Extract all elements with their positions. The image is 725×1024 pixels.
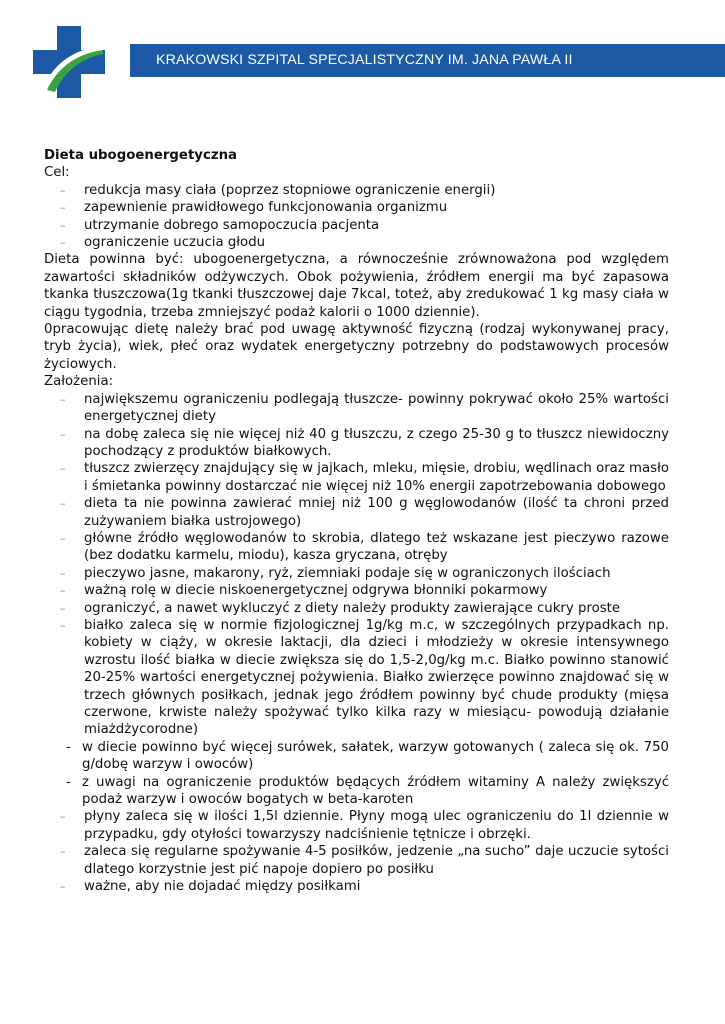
hospital-name-banner: KRAKOWSKI SZPITAL SPECJALISTYCZNY IM. JANA PAWŁA II <box>130 44 725 77</box>
list-item: – zapewnienie prawidłowego funkcjonowania organizmu <box>60 200 448 216</box>
list-item: – ważną rolę w diecie niskoenergetycznej odgrywa błonniki pokarmowy <box>60 583 548 599</box>
dash-bullet-icon: – <box>60 845 66 859</box>
dash-bullet-icon: – <box>60 183 66 197</box>
dash-bullet-icon: – <box>60 392 66 406</box>
list-item: - z uwagi na ograniczenie produktów będących źródłem witaminy A należy zwiększyć podaż warzyw i owoców bogatych w beta-karoten <box>66 774 669 808</box>
dash-bullet-icon: – <box>60 427 66 441</box>
dash-bullet-icon: – <box>60 880 66 894</box>
list-item: – pieczywo jasne, makarony, ryż, ziemniaki podaje się w ograniczonych ilościach <box>60 565 611 581</box>
hyphen-bullet-icon: - <box>66 739 71 755</box>
list-item: – główne źródło węglowodanów to skrobia, dlatego też wskazane jest pieczywo razowe (bez dodatku karmelu, miodu), kasza gryczana, otręby <box>60 530 669 564</box>
dash-bullet-icon: – <box>60 566 66 580</box>
list-item: - w diecie powinno być więcej surówek, sałatek, warzyw gotowanych ( zaleca się ok. 750 g/dobę warzyw i owoców) <box>66 739 669 773</box>
list-item: – płyny zaleca się w ilości 1,5l dziennie. Płyny mogą ulec ograniczeniu do 1l dziennie w przypadku, gdy otyłości towarzyszy nadciśnienie tętnicze i obrzęki. <box>60 809 669 842</box>
list-item: – największemu ograniczeniu podlegają tłuszcze- powinny pokrywać około 25% wartości energetycznej diety <box>60 391 669 425</box>
list-item: – ważne, aby nie dojadać między posiłkami <box>60 879 361 895</box>
list-item: – dieta ta nie powinna zawierać mniej niż 100 g węglowodanów (ilość ta chroni przed zużywaniem białka ustrojowego) <box>60 496 669 529</box>
paragraph-diet-planning: 0pracowując dietę należy brać pod uwagę aktywność fizyczną (rodzaj wykonywanej pracy, tryb życia), wiek, płeć oraz wydatek energetyczny potrzebny do podstawowych procesów życiowych. <box>44 322 669 372</box>
list-item: – tłuszcz zwierzęcy znajdujący się w jajkach, mleku, mięsie, drobiu, wędlinach oraz masło i śmietanka powinny dostarczać nie więcej niż 10% energii zapotrzebowania dobowego <box>60 461 669 494</box>
dash-bullet-icon: – <box>60 601 66 615</box>
list-item: – redukcja masy ciała (poprzez stopniowe ograniczenie energii) <box>60 182 496 198</box>
list-item: – utrzymanie dobrego samopoczucia pacjenta <box>60 217 380 233</box>
hyphen-bullet-icon: - <box>66 774 71 790</box>
dash-bullet-icon: – <box>60 236 66 250</box>
dash-bullet-icon: – <box>60 218 66 232</box>
dash-bullet-icon: – <box>60 810 66 824</box>
list-item: – ograniczyć, a nawet wykluczyć z diety należy produkty zawierające cukry proste <box>60 600 621 616</box>
list-item: – na dobę zaleca się nie więcej niż 40 g tłuszczu, z czego 25-30 g to tłuszcz niewidoczny pochodzący z produktów białkowych. <box>60 426 669 459</box>
dash-bullet-icon: – <box>60 497 66 511</box>
document-title: Dieta ubogoenergetyczna <box>44 148 238 163</box>
dash-bullet-icon: – <box>60 462 66 476</box>
hospital-cross-icon <box>33 26 105 98</box>
list-item: – ograniczenie uczucia głodu <box>60 235 266 251</box>
goal-label: Cel: <box>44 165 70 181</box>
document-body <box>44 147 669 895</box>
dash-bullet-icon: – <box>60 201 66 215</box>
assumptions-label: Założenia: <box>44 374 114 390</box>
page-header <box>0 0 725 110</box>
dash-bullet-icon: – <box>60 618 66 632</box>
dash-bullet-icon: – <box>60 584 66 598</box>
assumptions-list <box>44 391 669 896</box>
list-item: – zaleca się regularne spożywanie 4-5 posiłków, jedzenie „na sucho” daje uczucie sytości dlatego korzystnie jest pić napoje dopiero po posiłku <box>60 844 669 877</box>
paragraph-diet-description: Dieta powinna być: ubogoenergetyczna, a równocześnie zrównoważona pod względem zawartości składników odżywczych. Obok pożywienia, źródłem energii ma być zapasowa tkanka tłuszczowa(1g tkanki tłuszczowej daje 7kcal, toteż, aby zredukować 1 kg masy ciała w ciągu tygodnia, trzeba zmniejszyć podaż kalorii o 1000 dziennie). <box>44 252 669 320</box>
goals-list <box>44 182 669 252</box>
list-item: – białko zaleca się w normie fizjologicznej 1g/kg m.c, w szczególnych przypadkach np. kobiety w ciąży, w okresie laktacji, dla dzieci i młodzieży w okresie intensywnego wzrostu ilość białka w diecie zwiększa się do 1,5-2,0g/kg m.c. Białko powinno stanowić 20-25% wartości energetycznej pożywienia. Białko zwierzęce powinno znajdować się w trzech głównych posiłkach, jednak jego źródłem powinny być chude produkty (mięsa czerwone, krwiste należy spożywać tylko kilka razy w miesiącu- powodują działanie miażdżycorodne) <box>60 617 669 738</box>
dash-bullet-icon: – <box>60 531 66 545</box>
